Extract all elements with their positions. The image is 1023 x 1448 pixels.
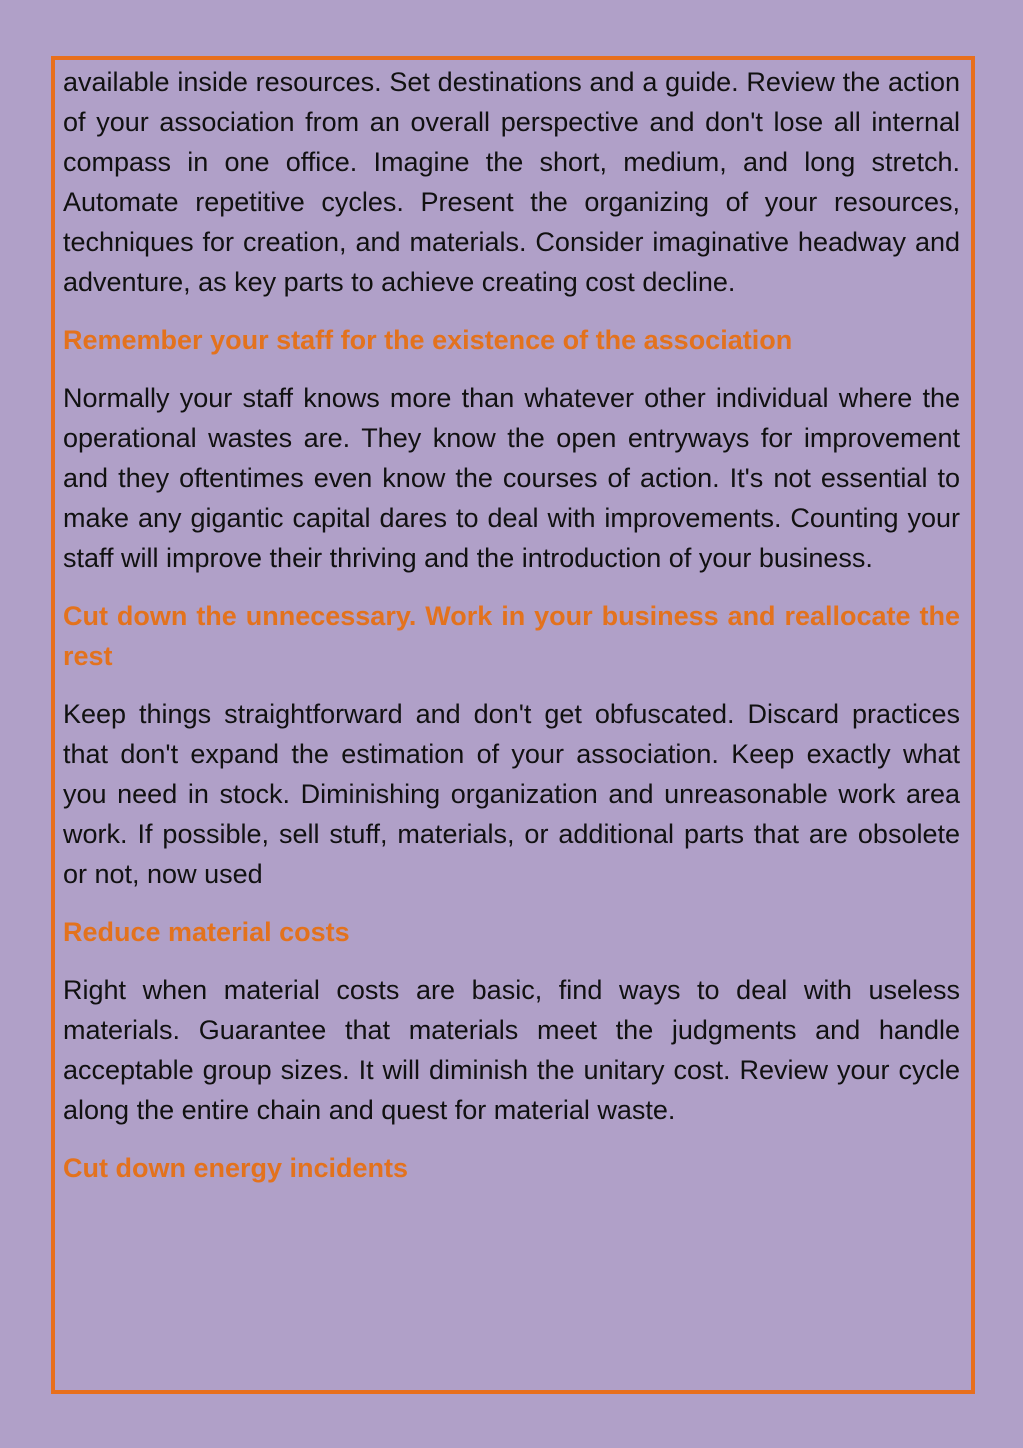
document-body [63,62,960,1188]
section-body-staff: Normally your staff knows more than whatever other individual where the operational wastes are. They know the open entryways for improvement and they oftentimes even know the courses of action. It's not essential to make any gigantic capital dares to deal with improvements. Counting your staff will improve their thriving and the introduction of your business. [63,383,960,573]
section-heading-staff: Remember your staff for the existence of the association [63,325,793,355]
section-body-unnecessary: Keep things straightforward and don't get obfuscated. Discard practices that don't expand the estimation of your association. Keep exactly what you need in stock. Diminishing organization and unreasonable work area work. If possible, sell stuff, materials, or additional parts that are obsolete or not, now used [63,699,960,889]
section-body-material-costs: Right when material costs are basic, find ways to deal with useless materials. Guarantee that materials meet the judgments and handle acceptable group sizes. It will diminish the unitary cost. Review your cycle along the entire chain and quest for material waste. [63,975,960,1125]
intro-paragraph: available inside resources. Set destinations and a guide. Review the action of your association from an overall perspective and don't lose all internal compass in one office. Imagine the short, medium, and long stretch. Automate repetitive cycles. Present the organizing of your resources, techniques for creation, and materials. Consider imaginative headway and adventure, as key parts to achieve creating cost decline. [63,67,960,297]
section-heading-material-costs: Reduce material costs [63,917,350,947]
section-heading-energy: Cut down energy incidents [63,1153,409,1183]
section-heading-unnecessary: Cut down the unnecessary. Work in your business and reallocate the rest [63,601,960,671]
